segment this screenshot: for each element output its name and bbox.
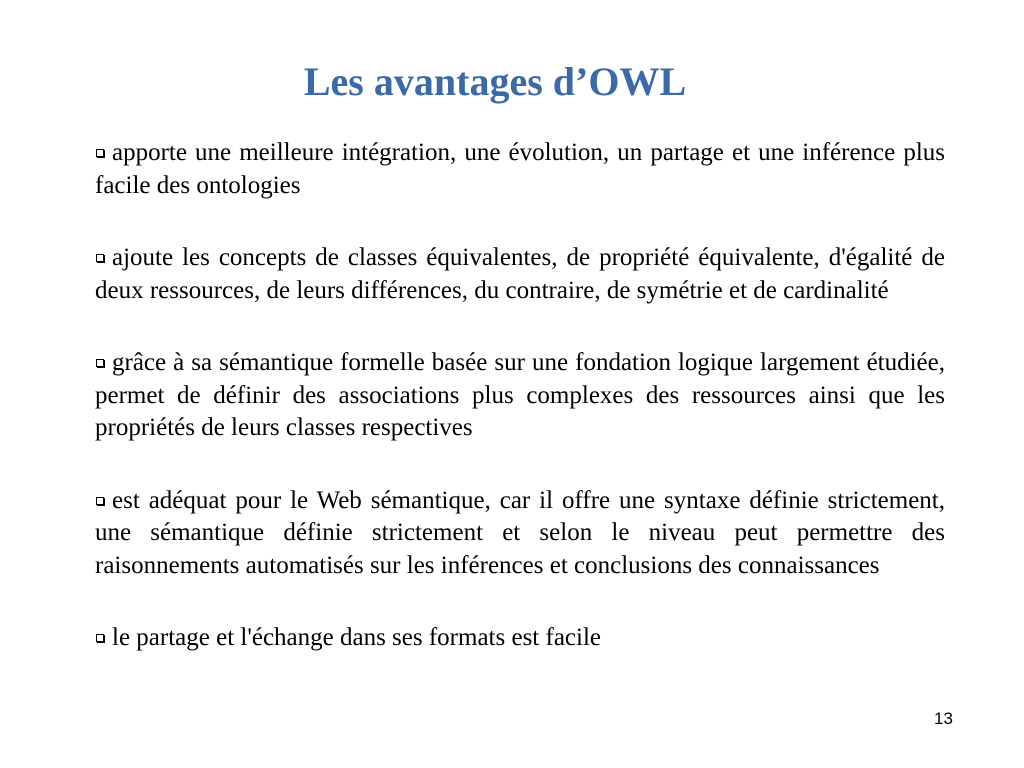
square-bullet-icon	[96, 497, 104, 505]
square-bullet-icon	[96, 149, 104, 157]
bullet-item	[95, 242, 945, 307]
bullet-item	[95, 137, 945, 202]
bullet-text: grâce à sa sémantique formelle basée sur une fondation logique largement étudiée, permet de définir des associations plus complexes des ressources ainsi que les propriétés de leurs classes respectives	[95, 349, 945, 441]
bullet-item	[95, 622, 945, 655]
square-bullet-icon	[96, 359, 104, 367]
slide-title: Les avantages d’OWL	[303, 59, 687, 104]
square-bullet-icon	[96, 634, 104, 642]
bullet-text: ajoute les concepts de classes équivalentes, de propriété équivalente, d'égalité de deux ressources, de leurs différences, du contraire, de symétrie et de cardinalité	[95, 244, 945, 304]
bullet-item	[95, 485, 945, 583]
bullet-text: apporte une meilleure intégration, une évolution, un partage et une inférence plus facile des ontologies	[95, 139, 945, 199]
page-number: 13	[934, 709, 953, 728]
bullet-item	[95, 347, 945, 445]
bullet-list	[95, 137, 945, 655]
bullet-text: le partage et l'échange dans ses formats est facile	[112, 624, 602, 651]
bullet-text: est adéquat pour le Web sémantique, car il offre une syntaxe définie strictement, une sémantique définie strictement et selon le niveau peut permettre des raisonnements automatisés sur les inférences et conclusions des connaissances	[95, 486, 945, 579]
square-bullet-icon	[96, 254, 104, 262]
